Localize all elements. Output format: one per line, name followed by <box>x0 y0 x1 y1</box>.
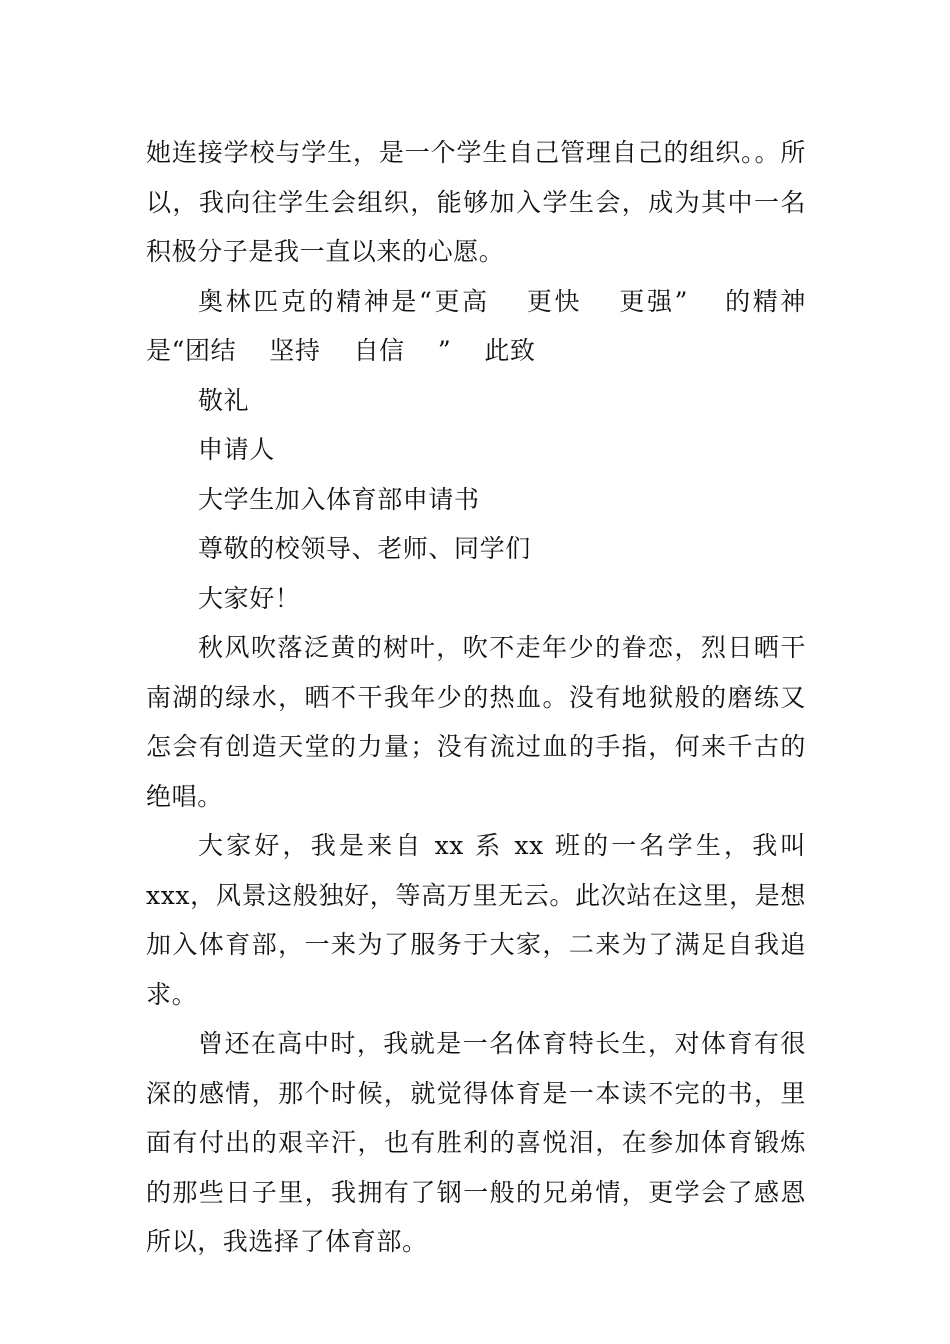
paragraph-high-school: 曾还在高中时，我就是一名体育特长生，对体育有很深的感情，那个时候，就觉得体育是一本读不完的书，里面有付出的艰辛汗，也有胜利的喜悦泪，在参加体育锻炼的那些日子里，我拥有了钢一般的兄弟情，更学会了感恩所以，我选择了体育部。 <box>146 1029 806 1256</box>
paragraph-greeting: 大家好！ <box>198 583 301 613</box>
paragraph-student-union: 她连接学校与学生，是一个学生自己管理自己的组织。。所以，我向往学生会组织，能够加入学生会，成为其中一名积极分子是我一直以来的心愿。 <box>146 138 806 266</box>
paragraph-applicant: 申请人 <box>198 435 275 464</box>
paragraph-salutation: 敬礼 <box>198 385 250 415</box>
document-body <box>146 128 806 1267</box>
paragraph-heading: 大学生加入体育部申请书 <box>198 484 480 514</box>
paragraph-olympic-spirit: 奥林匹克的精神是“更高 更快 更强” 的精神是“团结 坚持 自信 ” 此致 <box>146 286 806 365</box>
paragraph-introduction: 大家好，我是来自 xx 系 xx 班的一名学生，我叫 xxx，风景这般独好，等高万里无云。此次站在这里，是想加入体育部，一来为了服务于大家，二来为了满足自我追求。 <box>146 831 806 1009</box>
paragraph-addressee: 尊敬的校领导、老师、同学们 <box>198 534 531 563</box>
paragraph-autumn: 秋风吹落泛黄的树叶，吹不走年少的眷恋，烈日晒干南湖的绿水，晒不干我年少的热血。没有地狱般的磨练又怎会有创造天堂的力量；没有流过血的手指，何来千古的绝唱。 <box>146 633 806 811</box>
